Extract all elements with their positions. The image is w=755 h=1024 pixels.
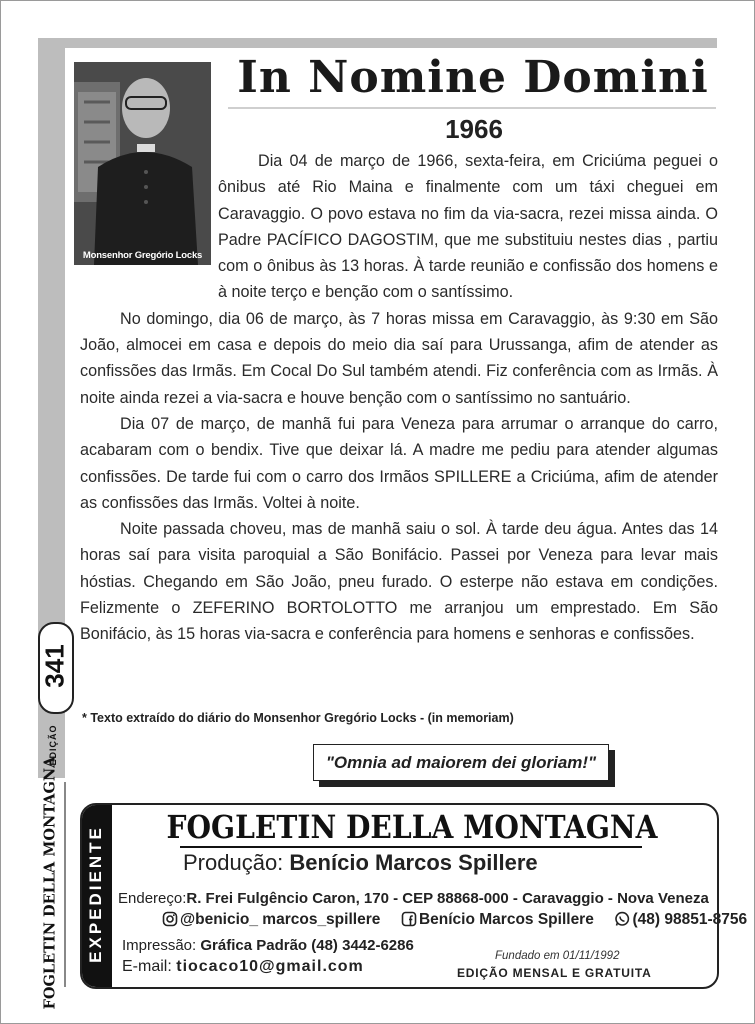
- production-label: Produção:: [183, 850, 284, 875]
- printing-value: Gráfica Padrão (48) 3442-6286: [200, 937, 414, 954]
- printing-label: Impressão:: [122, 937, 197, 954]
- printing-line: [122, 937, 414, 954]
- paragraph: Noite passada choveu, mas de manhã saiu o sol. À tarde deu água. Antes das 14 horas saí para visita paroquial a São Bonifácio. Passei por Veneza para levar mais hóstias. Chegando em São João, pneu furado. O esterpe não estava em condições. Felizmente o ZEFERINO BORTOLOTTO me arranjou um emprestado. Em São Bonifácio, às 15 horas via-sacra e conferência para homens e senhoras e confissões.: [80, 520, 718, 644]
- brand-underline: [180, 846, 642, 848]
- vertical-publication-name: FOGLETIN DELLA MONTAGNA: [41, 756, 59, 1010]
- page-title: In Nomine Domini: [237, 52, 709, 103]
- expediente-label: EXPEDIENTE: [86, 825, 105, 963]
- email-address[interactable]: tiocaco10@gmail.com: [176, 958, 364, 975]
- instagram-icon: [162, 911, 178, 932]
- vertical-divider: [64, 782, 66, 987]
- edition-type: EDIÇÃO MENSAL E GRATUITA: [457, 966, 652, 980]
- address-value: R. Frei Fulgêncio Caron, 170 - CEP 88868-000 - Caravaggio - Nova Veneza: [186, 890, 709, 907]
- facebook-icon: [401, 911, 417, 932]
- address-line: [118, 890, 709, 907]
- whatsapp-icon: [614, 911, 630, 932]
- email-label: E-mail:: [122, 958, 172, 975]
- instagram-handle[interactable]: @benicio_ marcos_spillere: [180, 911, 381, 928]
- production-line: [183, 850, 538, 876]
- edition-label: EDIÇÃO: [48, 724, 58, 766]
- publication-brand: FOGLETIN DELLA MONTAGNA: [166, 808, 658, 846]
- production-name: Benício Marcos Spillere: [289, 850, 538, 875]
- article-body: [80, 148, 718, 648]
- article-year: 1966: [445, 114, 503, 144]
- paragraph: Dia 07 de março, de manhã fui para Veneza para arrumar o arranque do carro, acabaram com o bendix. Tive que deixar lá. A madre me pediu para atender algumas confissões. De tarde fui com o carro dos Irmãos SPILLERE a Criciúma, afim de atender as confissões das Irmãs. Voltei à noite.: [80, 414, 718, 512]
- paragraph: No domingo, dia 06 de março, às 7 horas missa em Caravaggio, às 9:30 em São João, almocei em casa e depois do meio dia saí para Urussanga, afim de atender as confissões das Irmãs. Em Cocal Do Sul também atendi. Fiz conferência com as Irmãs. À noite ainda rezei a via-sacra e houve benção com o santíssimo no santuário.: [80, 309, 718, 407]
- source-footnote: * Texto extraído do diário do Monsenhor Gregório Locks - (in memoriam): [82, 711, 514, 725]
- top-bar: [38, 38, 717, 48]
- email-line: [122, 958, 364, 976]
- title-underline: [228, 107, 716, 109]
- photo-wrap-spacer: [80, 148, 218, 282]
- address-label: Endereço:: [118, 890, 187, 907]
- social-line: [162, 911, 747, 932]
- paragraph: Dia 04 de março de 1966, sexta-feira, em Criciúma peguei o ônibus até Rio Maina e finalmente com um táxi cheguei em Caravaggio. O povo estava no fim da via-sacra, rezei missa ainda. O Padre PACÍFICO DAGOSTIM, que me substituiu nestes dias , partiu com o ônibus às 13 horas. À tarde reunião e confissão dos homens e à noite terço e benção com o santíssimo.: [218, 152, 718, 302]
- founded-date: Fundado em 01/11/1992: [495, 950, 620, 962]
- photo-caption: Monsenhor Gregório Locks: [82, 250, 203, 261]
- whatsapp-number[interactable]: (48) 98851-8756: [632, 911, 748, 928]
- motto-box: "Omnia ad maiorem dei gloriam!": [313, 744, 609, 781]
- facebook-name[interactable]: Benício Marcos Spillere: [418, 911, 594, 928]
- edition-number: 341: [39, 644, 70, 688]
